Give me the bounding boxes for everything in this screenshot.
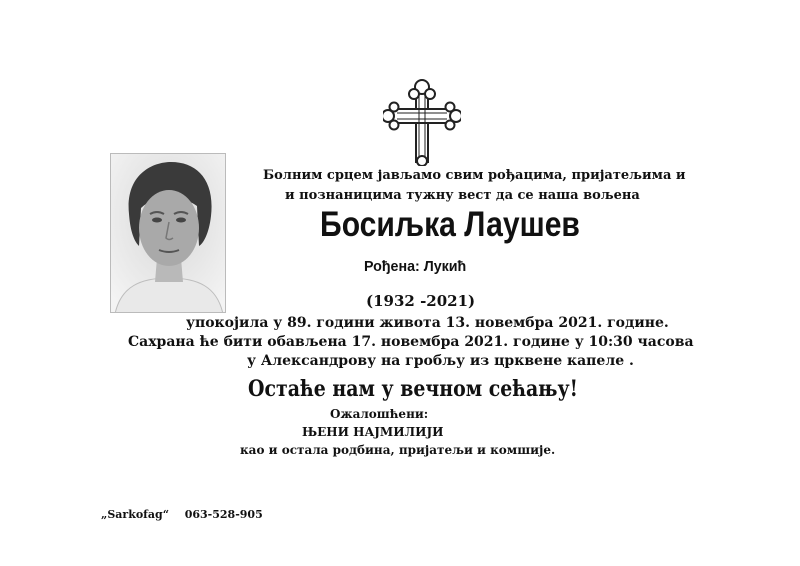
mourners-family: ЊЕНИ НАЈМИЛИЈИ (302, 425, 444, 439)
death-info: упокојила у 89. години живота 13. новембра 2021. године. (186, 315, 669, 331)
deceased-name: Босиљка Лаушев (320, 205, 580, 244)
footer (101, 508, 263, 521)
intro-line-2: и познаницима тужну вест да се наша вољена (285, 188, 640, 203)
intro-line-1: Болним срцем јављамо свим рођацима, пријатељима и (263, 168, 686, 183)
remembrance-text: Остаће нам у вечном сећању! (248, 376, 578, 402)
funeral-info: Сахрана ће бити обављена 17. новембра 2021. године у 10:30 часова (128, 334, 694, 350)
company-name: „Sarkofag“ (101, 508, 170, 521)
maiden-name: Рођена: Лукић (364, 258, 467, 275)
company-phone: 063-528-905 (184, 508, 263, 521)
funeral-location: у Александрову на гробљу из црквене капеле . (247, 353, 634, 369)
life-years: (1932 -2021) (366, 292, 476, 310)
cross-icon (383, 78, 461, 166)
mourners-others: као и остала родбина, пријатељи и комшије. (240, 443, 556, 457)
mourners-label: Ожалошћени: (330, 407, 429, 421)
